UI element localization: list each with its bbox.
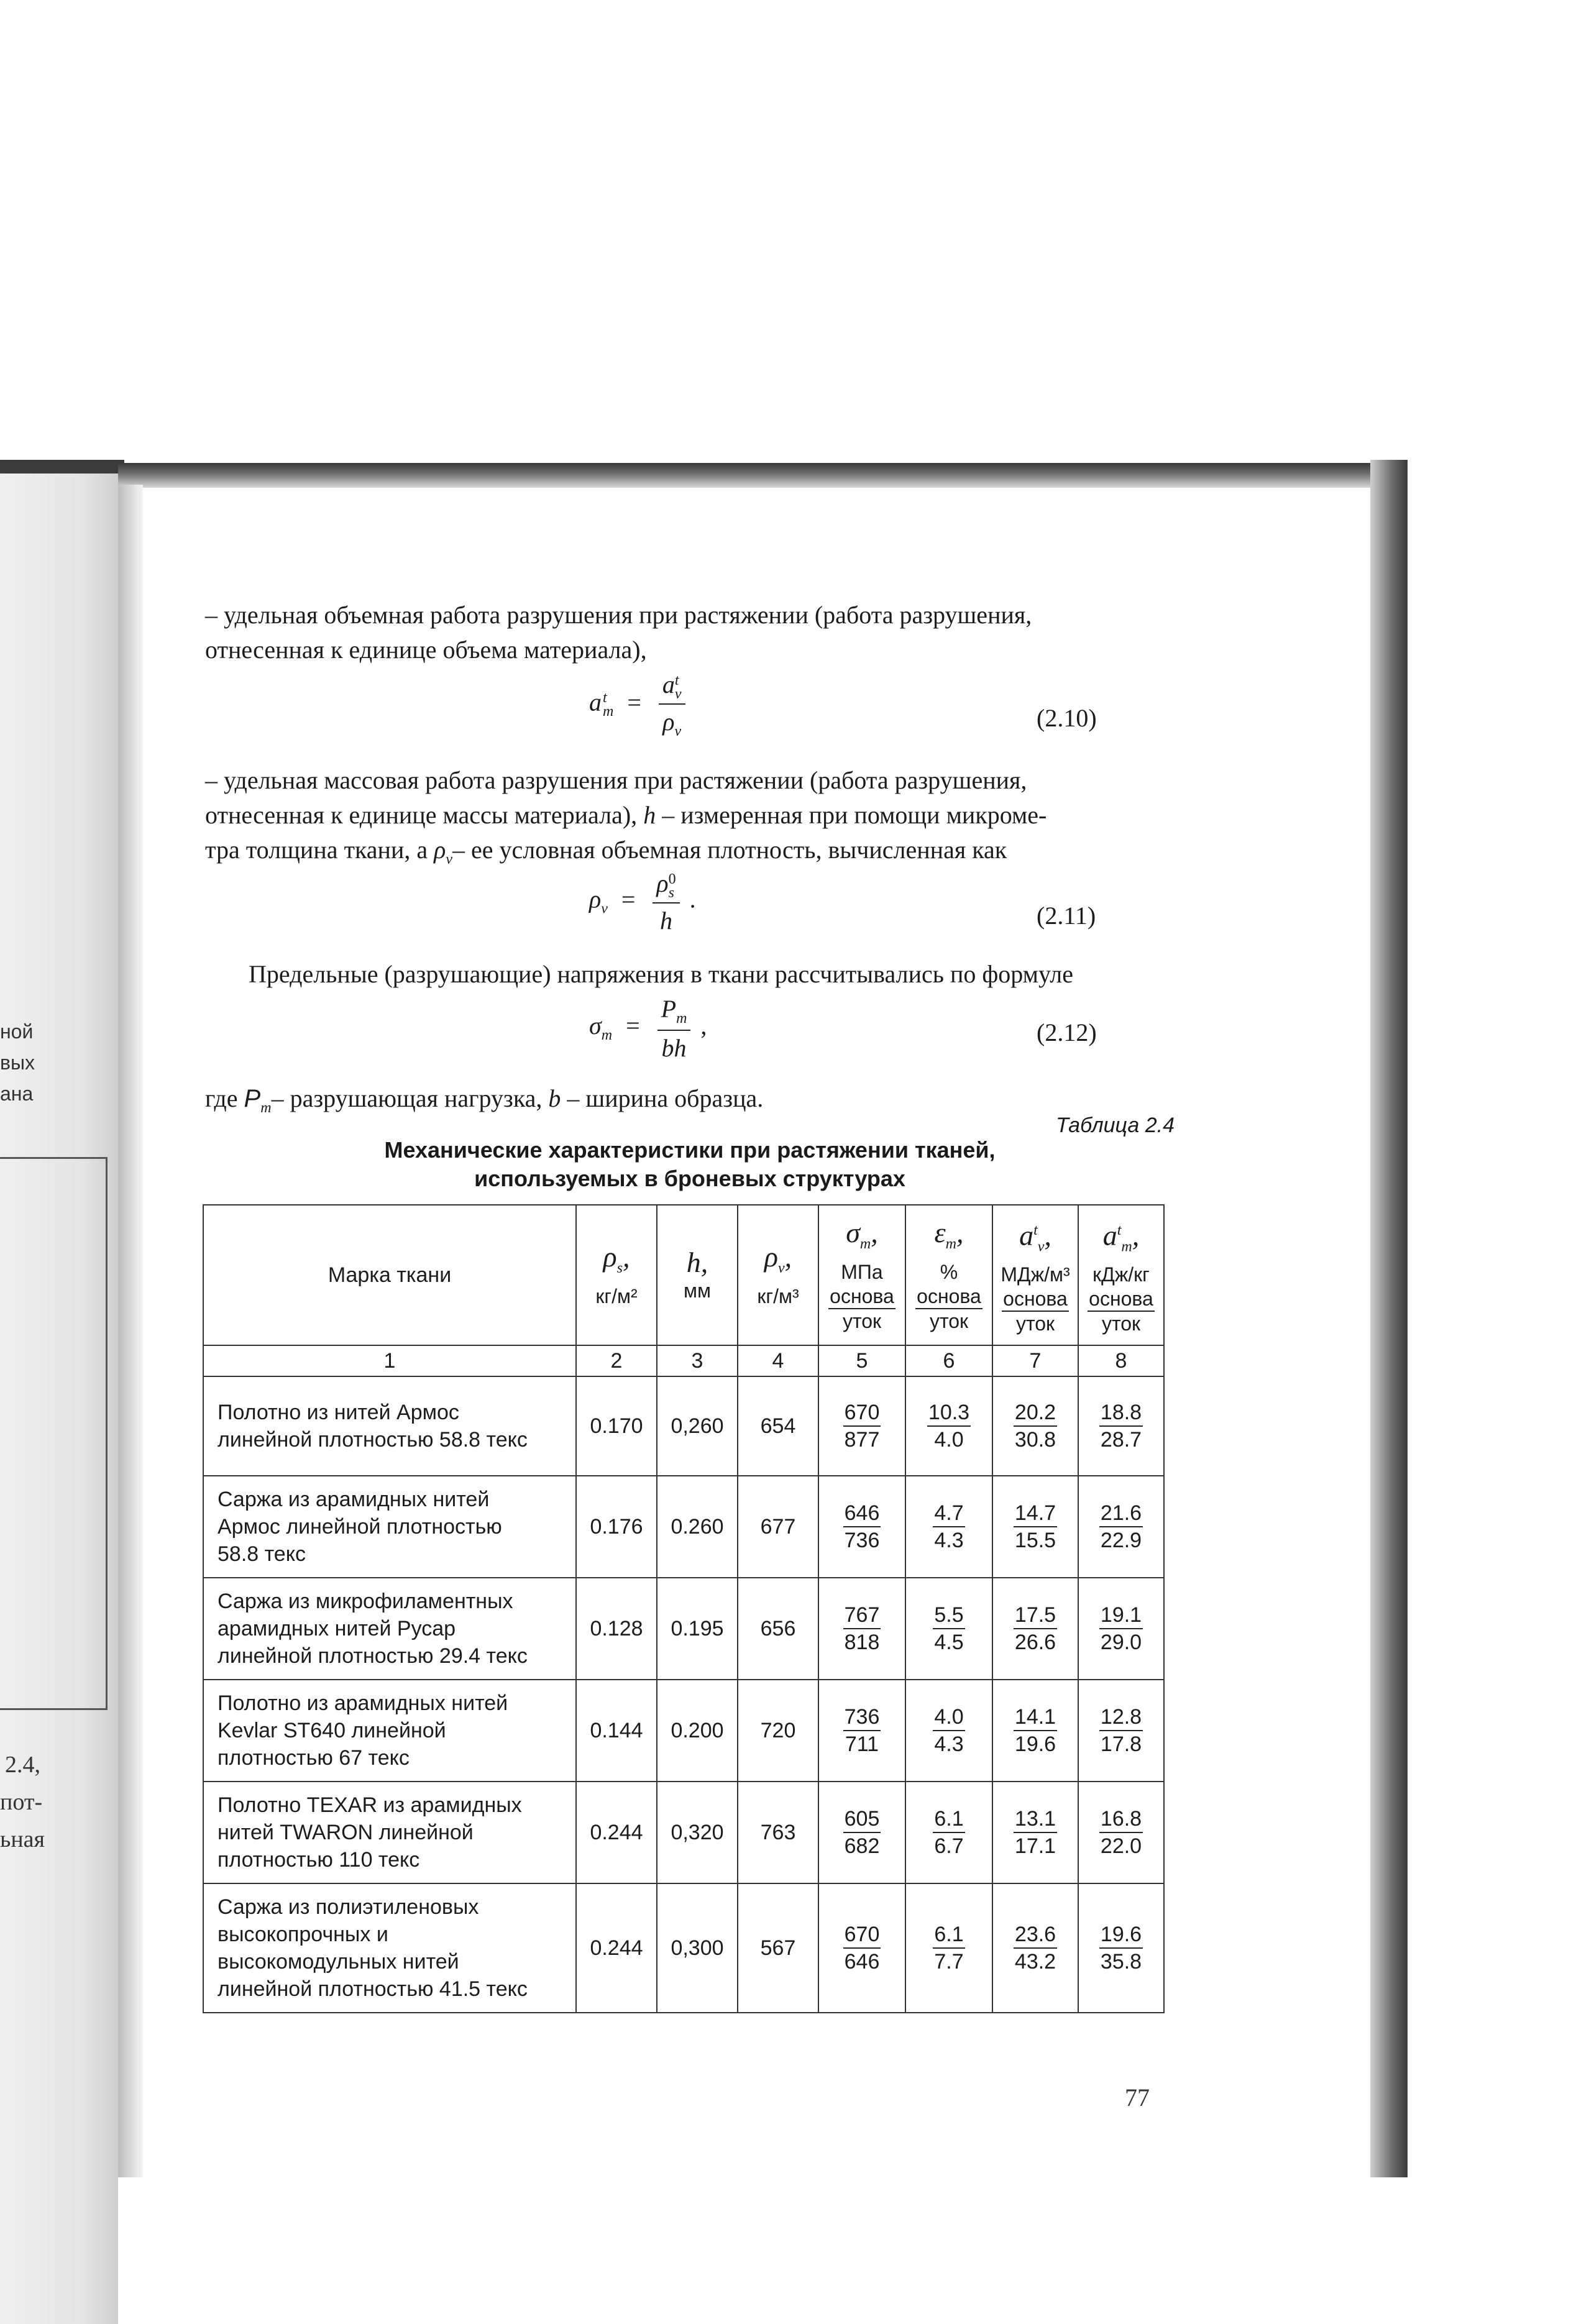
table-row xyxy=(203,1578,1164,1680)
volume-work-cell xyxy=(992,1376,1078,1476)
paragraph-2-line-1: – удельная массовая работа разрушения при растяжении (работа разрушения, xyxy=(205,766,1027,794)
volume-density-cell: 654 xyxy=(738,1376,818,1476)
weft-value: 35.8 xyxy=(1100,1950,1142,1974)
fabric-name-line: Саржа из полиэтиленовых xyxy=(218,1895,479,1919)
left-page-top-shadow xyxy=(0,460,124,473)
volume-density-cell: 720 xyxy=(738,1680,818,1782)
warp-value: 21.6 xyxy=(1099,1500,1143,1527)
strain-cell xyxy=(905,1578,992,1680)
column-number: 5 xyxy=(818,1345,905,1376)
warp-value: 6.1 xyxy=(933,1921,964,1949)
warp-value: 10.3 xyxy=(927,1399,971,1427)
left-page-fragment: ьная xyxy=(0,1826,45,1852)
paragraph-3: Предельные (разрушающие) напряжения в ткани рассчитывались по формуле xyxy=(249,960,1073,988)
warp-weft-pair xyxy=(843,1806,881,1859)
fabric-name-line: Армос линейной плотностью xyxy=(218,1515,502,1539)
weft-value: 30.8 xyxy=(1014,1428,1056,1452)
warp-value: 17.5 xyxy=(1014,1602,1057,1629)
paragraph-2-line-2: отнесенная к единице массы материала), h – измеренная при помощи микроме- xyxy=(205,801,1047,829)
equation-number: (2.12) xyxy=(1037,1018,1097,1046)
fabric-name-cell xyxy=(203,1376,576,1476)
header-ultimate-strain: $\varepsilon_m$, % основа уток xyxy=(905,1205,992,1345)
paragraph-1-line-1: – удельная объемная работа разрушения при растяжении (работа разрушения, xyxy=(205,601,1032,629)
left-page-fragment: ана xyxy=(0,1082,34,1105)
paragraph-1-line-2: отнесенная к единице объема материала), xyxy=(205,636,647,664)
warp-value: 14.7 xyxy=(1014,1500,1057,1527)
left-page-fragment: пот- xyxy=(0,1789,43,1815)
page-top-shadow xyxy=(118,463,1383,488)
equation-2-12: $\sigma_m$ = $\frac{P_m}{bh}$ , xyxy=(589,995,707,1062)
stress-cell xyxy=(818,1680,905,1782)
warp-weft-pair xyxy=(933,1602,964,1655)
warp-weft-pair xyxy=(843,1602,881,1655)
warp-weft-pair xyxy=(933,1921,964,1975)
warp-value: 19.1 xyxy=(1099,1602,1143,1629)
stress-cell xyxy=(818,1883,905,2013)
column-number-row xyxy=(203,1345,1164,1376)
table-title-line-1: Механические характеристики при растяжении тканей, xyxy=(384,1137,996,1163)
warp-weft-pair xyxy=(1099,1921,1143,1975)
stress-cell xyxy=(818,1782,905,1883)
left-page-box-fragment xyxy=(0,1157,108,1710)
weft-value: 22.0 xyxy=(1100,1834,1142,1858)
strain-cell xyxy=(905,1883,992,2013)
warp-value: 4.0 xyxy=(933,1704,964,1731)
fabric-name-line: Полотно из арамидных нитей xyxy=(218,1691,508,1715)
weft-value: 43.2 xyxy=(1014,1950,1056,1974)
header-volume-work: $a^t_v$, МДж/м³ основа уток xyxy=(992,1205,1078,1345)
weft-value: 818 xyxy=(844,1631,880,1654)
warp-weft-pair xyxy=(1099,1500,1143,1553)
page-number: 77 xyxy=(1125,2084,1150,2111)
warp-weft-pair xyxy=(1099,1704,1143,1757)
warp-value: 767 xyxy=(843,1602,881,1629)
volume-density-cell: 763 xyxy=(738,1782,818,1883)
weft-value: 4.3 xyxy=(934,1529,964,1552)
warp-weft-pair xyxy=(1099,1602,1143,1655)
warp-weft-pair xyxy=(843,1921,881,1975)
areal-density-cell: 0.128 xyxy=(576,1578,657,1680)
left-page-fragment: ной xyxy=(0,1020,34,1043)
header-areal-density: $\rho_s$, кг/м² xyxy=(576,1205,657,1345)
strain-cell xyxy=(905,1782,992,1883)
fabric-name-line: нитей TWARON линейной xyxy=(218,1821,474,1844)
strain-cell xyxy=(905,1476,992,1578)
fabric-name-cell xyxy=(203,1680,576,1782)
warp-weft-pair xyxy=(933,1704,964,1757)
table-row xyxy=(203,1782,1164,1883)
strain-cell xyxy=(905,1680,992,1782)
table-row xyxy=(203,1476,1164,1578)
weft-value: 682 xyxy=(844,1834,880,1858)
warp-value: 605 xyxy=(843,1806,881,1833)
mass-work-cell xyxy=(1078,1476,1164,1578)
stress-cell xyxy=(818,1476,905,1578)
equation-2-11: $\rho_v$ = ρ 0 s h . xyxy=(589,869,696,935)
header-volume-density: $\rho_v$, кг/м³ xyxy=(738,1205,818,1345)
warp-value: 12.8 xyxy=(1099,1704,1143,1731)
warp-weft-pair xyxy=(927,1399,971,1453)
fabric-name-line: линейной плотностью 58.8 текс xyxy=(218,1428,528,1452)
fabric-name-line: Саржа из арамидных нитей xyxy=(218,1488,490,1511)
warp-value: 18.8 xyxy=(1099,1399,1143,1427)
table-row xyxy=(203,1680,1164,1782)
column-number: 8 xyxy=(1078,1345,1164,1376)
weft-value: 4.3 xyxy=(934,1732,964,1756)
warp-value: 19.6 xyxy=(1099,1921,1143,1949)
warp-value: 736 xyxy=(843,1704,881,1731)
warp-value: 13.1 xyxy=(1014,1806,1057,1833)
weft-value: 22.9 xyxy=(1100,1529,1142,1552)
thickness-cell: 0.200 xyxy=(657,1680,738,1782)
areal-density-cell: 0.244 xyxy=(576,1883,657,2013)
warp-weft-pair xyxy=(1099,1399,1143,1453)
fabric-name-line: Саржа из микрофиламентных xyxy=(218,1590,513,1613)
weft-value: 19.6 xyxy=(1014,1732,1056,1756)
column-number: 7 xyxy=(992,1345,1078,1376)
warp-value: 646 xyxy=(843,1500,881,1527)
header-thickness: h, мм xyxy=(657,1205,738,1345)
fabric-name-cell xyxy=(203,1782,576,1883)
fabric-name-line: линейной плотностью 29.4 текс xyxy=(218,1644,528,1668)
fabric-name-line: плотностью 110 текс xyxy=(218,1848,420,1872)
paragraph-2 xyxy=(205,763,1175,877)
paragraph-4: где $P_m-$ разрушающая нагрузка, b – ширина образца. xyxy=(205,1084,764,1116)
fabric-name-cell xyxy=(203,1476,576,1578)
weft-value: 4.5 xyxy=(934,1631,964,1654)
fabric-name-line: арамидных нитей Русар xyxy=(218,1617,456,1640)
weft-value: 736 xyxy=(844,1529,880,1552)
volume-work-cell xyxy=(992,1680,1078,1782)
mass-work-cell xyxy=(1078,1578,1164,1680)
warp-weft-pair xyxy=(1014,1399,1057,1453)
fabric-name-line: высокопрочных и xyxy=(218,1923,388,1946)
table-header-row xyxy=(203,1205,1164,1345)
weft-value: 4.0 xyxy=(934,1428,964,1452)
header-mass-work: $a^t_m$, кДж/кг основа уток xyxy=(1078,1205,1164,1345)
stress-cell xyxy=(818,1578,905,1680)
properties-table xyxy=(203,1204,1165,2013)
fabric-name-line: высокомодульных нитей xyxy=(218,1950,459,1974)
fabric-name-cell xyxy=(203,1883,576,2013)
weft-value: 646 xyxy=(844,1950,880,1974)
warp-weft-pair xyxy=(933,1500,964,1553)
column-number: 4 xyxy=(738,1345,818,1376)
volume-work-cell xyxy=(992,1578,1078,1680)
thickness-cell: 0,260 xyxy=(657,1376,738,1476)
paragraph-1 xyxy=(205,598,1175,667)
column-number: 1 xyxy=(203,1345,576,1376)
weft-value: 711 xyxy=(845,1732,879,1756)
table-row xyxy=(203,1883,1164,2013)
mass-work-cell xyxy=(1078,1680,1164,1782)
fabric-name-line: плотностью 67 текс xyxy=(218,1746,410,1770)
fabric-name-line: линейной плотностью 41.5 текс xyxy=(218,1977,528,2001)
header-fabric-name: Марка ткани xyxy=(203,1205,576,1345)
table-title-line-2: используемых в броневых структурах xyxy=(474,1166,905,1191)
volume-density-cell: 567 xyxy=(738,1883,818,2013)
paragraph-2-line-3: тра толщина ткани, а $\rho_v-$ ее условная объемная плотность, вычисленная как xyxy=(205,836,1007,867)
fabric-name-line: Kevlar ST640 линейной xyxy=(218,1719,446,1742)
weft-value: 17.8 xyxy=(1100,1732,1142,1756)
equation-2-10: a t m = a t v $\rho_v$ xyxy=(589,670,689,740)
volume-density-cell: 656 xyxy=(738,1578,818,1680)
table-row xyxy=(203,1376,1164,1476)
left-page-fragment: вых xyxy=(0,1051,35,1074)
warp-weft-pair xyxy=(843,1500,881,1553)
fabric-name-line: Полотно TEXAR из арамидных xyxy=(218,1793,522,1817)
warp-value: 23.6 xyxy=(1014,1921,1057,1949)
header-ultimate-stress: $\sigma_m$, МПа основа уток xyxy=(818,1205,905,1345)
warp-weft-pair xyxy=(1014,1602,1057,1655)
column-number: 6 xyxy=(905,1345,992,1376)
warp-value: 4.7 xyxy=(933,1500,964,1527)
warp-value: 5.5 xyxy=(933,1602,964,1629)
weft-value: 29.0 xyxy=(1100,1631,1142,1654)
weft-value: 28.7 xyxy=(1100,1428,1142,1452)
volume-work-cell xyxy=(992,1883,1078,2013)
areal-density-cell: 0.170 xyxy=(576,1376,657,1476)
table-label: Таблица 2.4 xyxy=(1056,1114,1175,1137)
volume-work-cell xyxy=(992,1476,1078,1578)
stress-cell xyxy=(818,1376,905,1476)
strain-cell xyxy=(905,1376,992,1476)
areal-density-cell: 0.244 xyxy=(576,1782,657,1883)
column-number: 2 xyxy=(576,1345,657,1376)
thickness-cell: 0.195 xyxy=(657,1578,738,1680)
warp-value: 6.1 xyxy=(933,1806,964,1833)
thickness-cell: 0,300 xyxy=(657,1883,738,2013)
table-title xyxy=(199,1136,1181,1193)
areal-density-cell: 0.144 xyxy=(576,1680,657,1782)
warp-value: 670 xyxy=(843,1921,881,1949)
weft-value: 877 xyxy=(844,1428,880,1452)
equation-number: (2.11) xyxy=(1037,902,1096,930)
volume-work-cell xyxy=(992,1782,1078,1883)
warp-weft-pair xyxy=(1014,1806,1057,1859)
thickness-cell: 0.260 xyxy=(657,1476,738,1578)
volume-density-cell: 677 xyxy=(738,1476,818,1578)
fabric-name-cell xyxy=(203,1578,576,1680)
fabric-name-line: Полотно из нитей Армос xyxy=(218,1401,459,1424)
weft-value: 26.6 xyxy=(1014,1631,1056,1654)
warp-weft-pair xyxy=(1014,1921,1057,1975)
warp-value: 20.2 xyxy=(1014,1399,1057,1427)
page-right-shadow xyxy=(1370,460,1408,2177)
fabric-name-line: 58.8 текс xyxy=(218,1542,306,1566)
warp-weft-pair xyxy=(1014,1704,1057,1757)
mass-work-cell xyxy=(1078,1782,1164,1883)
warp-value: 670 xyxy=(843,1399,881,1427)
warp-weft-pair xyxy=(933,1806,964,1859)
left-page-fragment: 2.4, xyxy=(5,1752,40,1778)
warp-weft-pair xyxy=(843,1399,881,1453)
weft-value: 6.7 xyxy=(934,1834,964,1858)
weft-value: 17.1 xyxy=(1014,1834,1056,1858)
equation-number: (2.10) xyxy=(1037,704,1097,732)
warp-weft-pair xyxy=(843,1704,881,1757)
page-spine xyxy=(118,485,143,2177)
mass-work-cell xyxy=(1078,1376,1164,1476)
weft-value: 7.7 xyxy=(934,1950,964,1974)
warp-weft-pair xyxy=(1014,1500,1057,1553)
warp-value: 16.8 xyxy=(1099,1806,1143,1833)
thickness-cell: 0,320 xyxy=(657,1782,738,1883)
warp-value: 14.1 xyxy=(1014,1704,1057,1731)
warp-weft-pair xyxy=(1099,1806,1143,1859)
weft-value: 15.5 xyxy=(1014,1529,1056,1552)
column-number: 3 xyxy=(657,1345,738,1376)
areal-density-cell: 0.176 xyxy=(576,1476,657,1578)
mass-work-cell xyxy=(1078,1883,1164,2013)
